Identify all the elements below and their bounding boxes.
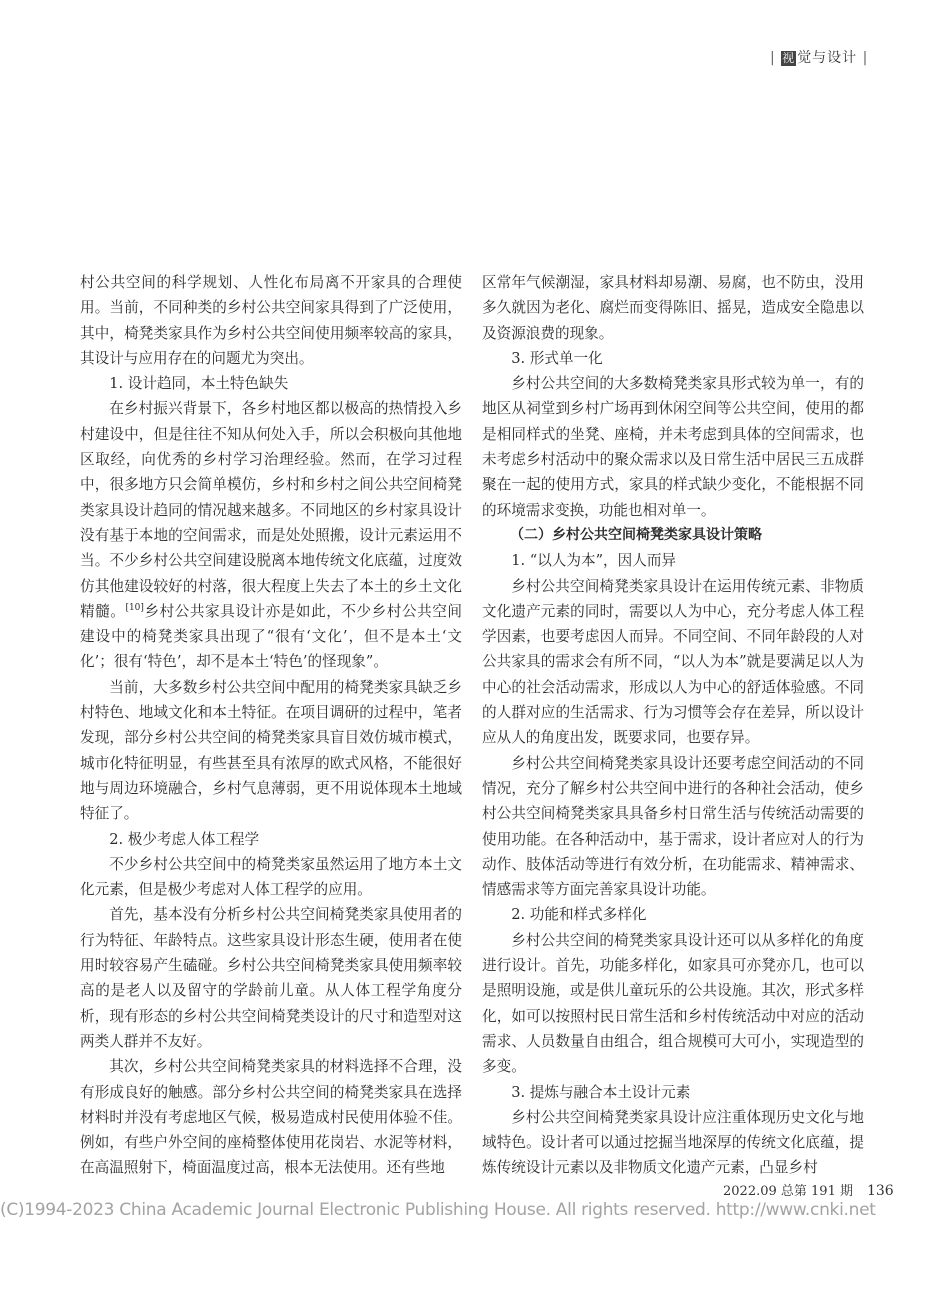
paragraph: 当前，大多数乡村公共空间中配用的椅凳类家具缺乏乡村特色、地域文化和本土特征。在项目调研的过程中，笔者发现，部分乡村公共空间的椅凳类家具盲目效仿城市模式，城市化特征明显，有些甚至具有浓厚的欧式风格，不能很好地与周边环境融合，乡村气息薄弱，更不用说体现本土地域特征了。 [80, 678, 462, 823]
paragraph: 乡村公共空间的椅凳类家具设计还可以从多样化的角度进行设计。首先，功能多样化，如家具可亦凳亦几，也可以是照明设施，或是供儿童玩乐的公共设施。其次，形式多样化，如可以按照村民日常生活和乡村传统活动中对应的活动需求、人员数量自由组合，组合规模可大可小，实现造型的多变。 [482, 931, 864, 1076]
header-mark: 视 [782, 51, 796, 65]
left-column [80, 270, 462, 1181]
paragraph: 乡村公共空间的大多数椅凳类家具形式较为单一，有的地区从祠堂到乡村广场再到休闲空间等公共空间，使用的都是相同样式的坐凳、座椅，并未考虑到具体的空间需求，也未考虑乡村活动中的聚众需求以及日常生活中居民三五成群聚在一起的使用方式，家具的样式缺少变化，不能根据不同的环境需求变换，功能也相对单一。 [482, 375, 864, 519]
subheading: 1. 设计趋同，本土特色缺失 [109, 375, 289, 393]
paragraph: 村公共空间的科学规划、人性化布局离不开家具的合理使用。当前，不同种类的乡村公共空间家具得到了广泛使用，其中，椅凳类家具作为乡村公共空间使用频率较高的家具，其设计与应用存在的问题尤为突出。 [80, 274, 462, 367]
issue-number: 2022.09 总第 191 期 [723, 1184, 853, 1199]
paragraph: 不少乡村公共空间中的椅凳类家虽然运用了地方本土文化元素，但是极少考虑对人体工程学的应用。 [80, 855, 462, 899]
subheading: 1. “以人为本”，因人而异 [511, 552, 677, 570]
subheading: 2. 极少考虑人体工程学 [109, 830, 260, 848]
paragraph: 首先，基本没有分析乡村公共空间椅凳类家具使用者的行为特征、年龄特点。这些家具设计形态生硬，使用者在使用时较容易产生磕碰。乡村公共空间椅凳类家具使用频率较高的是老人以及留守的学龄前儿童。从人体工程学角度分析，现有形态的乡村公共空间椅凳类设计的尺寸和造型对这两类人群并不友好。 [80, 906, 462, 1050]
page-number: 136 [866, 1183, 894, 1199]
issue-info [723, 1180, 894, 1199]
paragraph: 区常年气候潮湿，家具材料却易潮、易腐，也不防虫，没用多久就因为老化、腐烂而变得陈旧、摇晃，造成安全隐患以及资源浪费的现象。 [482, 274, 864, 342]
citation-reference[interactable]: [10] [125, 602, 144, 613]
header-divider: | [770, 50, 776, 66]
journal-header [770, 47, 868, 67]
paragraph [80, 396, 462, 674]
subheading: 3. 提炼与融合本土设计元素 [511, 1083, 691, 1101]
copyright-watermark: (C)1994-2023 China Academic Journal Electronic Publishing House. All rights reserved. http://www.cnki.net [0, 1200, 876, 1220]
right-column [482, 270, 864, 1181]
paragraph-text: 在乡村振兴背景下，各乡村地区都以极高的热情投入乡村建设中，但是往往不知从何处入手，所以会积极向其他地区取经，向优秀的乡村学习治理经验。然而，在学习过程中，很多地方只会简单模仿，乡村和乡村之间公共空间椅凳类家具设计趋同的情况越来越多。不同地区的乡村家具设计没有基于本地的空间需求，而是处处照搬，设计元素运用不当。不少乡村公共空间建设脱离本地传统文化底蕴，过度效仿其他建设较好的村落，很大程度上失去了本土的乡土文化精髓。 [80, 400, 462, 620]
journal-title: 觉与设计 [797, 50, 858, 66]
paragraph: 乡村公共空间椅凳类家具设计在运用传统元素、非物质文化遗产元素的同时，需要以人为中心，充分考虑人体工程学因素，也要考虑因人而异。不同空间、不同年龄段的人对公共家具的需求会有所不同，“以人为本”就是要满足以人为中心的社会活动需求，形成以人为中心的舒适体验感。不同的人群对应的生活需求、行为习惯等会存在差异，所以设计应从人的角度出发，既要求同，也要存异。 [482, 577, 864, 747]
section-heading: （二）乡村公共空间椅凳类家具设计策略 [510, 526, 762, 543]
paragraph: 乡村公共空间椅凳类家具设计应注重体现历史文化与地域特色。设计者可以通过挖掘当地深厚的传统文化底蕴，提炼传统设计元素以及非物质文化遗产元素，凸显乡村 [482, 1108, 864, 1177]
paragraph: 其次，乡村公共空间椅凳类家具的材料选择不合理，没有形成良好的触感。部分乡村公共空间的椅凳类家具在选择材料时并没有考虑地区气候，极易造成村民使用体验不佳。例如，有些户外空间的座椅整体使用花岗岩、水泥等材料，在高温照射下，椅面温度过高，根本无法使用。还有些地 [80, 1058, 462, 1177]
subheading: 2. 功能和样式多样化 [511, 906, 647, 924]
paragraph: 乡村公共空间椅凳类家具设计还要考虑空间活动的不同情况，充分了解乡村公共空间中进行的各种社会活动，使乡村公共空间椅凳类家具具备乡村日常生活与传统活动需要的使用功能。在各种活动中，基于需求，设计者应对人的行为动作、肢体活动等进行有效分析，在功能需求、精神需求、情感需求等方面完善家具设计功能。 [482, 754, 864, 899]
paragraph-text: 乡村公共家具设计亦是如此，不少乡村公共空间建设中的椅凳类家具出现了“很有‘文化’，但不是本土‘文化’；很有‘特色’，却不是本土‘特色’的怪现象”。 [80, 602, 462, 671]
header-divider: | [862, 50, 869, 66]
subheading: 3. 形式单一化 [511, 349, 603, 367]
